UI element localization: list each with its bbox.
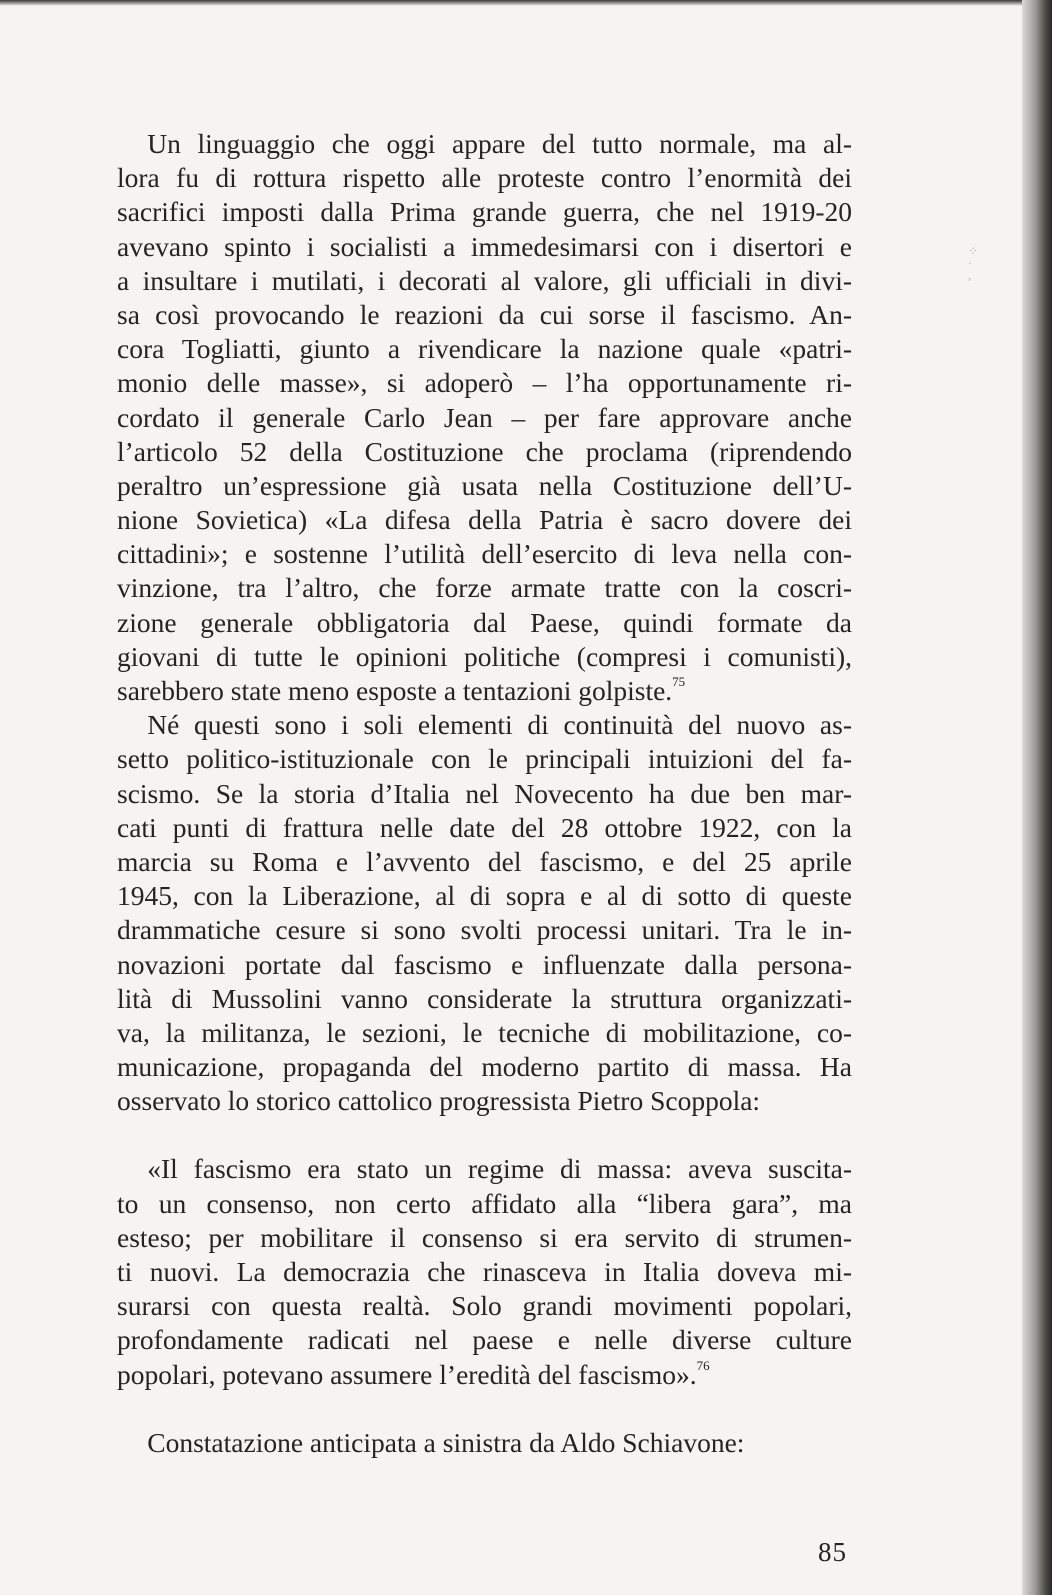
text-line: cittadini»; e sostenne l’utilità dell’esercito di leva nella con- (117, 538, 852, 570)
text-line: lora fu di rottura rispetto alle proteste contro l’enormità dei (117, 162, 852, 194)
text-line: municazione, propaganda del moderno partito di massa. Ha (117, 1051, 852, 1083)
text-line: giovani di tutte le opinioni politiche (compresi i comunisti), (117, 640, 852, 672)
text-line: Constatazione anticipata a sinistra da Aldo Schiavone: (147, 1426, 745, 1458)
text-line: cordato il generale Carlo Jean – per fare approvare anche (117, 401, 852, 433)
text-line: scismo. Se la storia d’Italia nel Novecento ha due ben mar- (117, 777, 852, 809)
text-line: sarebbero state meno esposte a tentazioni golpiste. (117, 675, 673, 706)
text-line: «Il fascismo era stato un regime di massa: aveva suscita- (147, 1153, 852, 1185)
scan-smudge: ⁘ · , (968, 244, 979, 282)
paragraph-4 (117, 1426, 852, 1460)
text-line: cati punti di frattura nelle date del 28 ottobre 1922, con la (117, 811, 852, 843)
text-line: marcia su Roma e l’avvento del fascismo, e del 25 aprile (117, 845, 852, 877)
quotation-block (117, 1152, 852, 1391)
paragraph-2 (117, 708, 852, 1118)
text-line: ti nuovi. La democrazia che rinasceva in Italia doveva mi- (117, 1256, 852, 1287)
text-line-with-footnote (117, 674, 852, 708)
text-line: sa così provocando le reazioni da cui sorse il fascismo. An- (117, 298, 852, 330)
text-line: drammatiche cesure si sono svolti processi unitari. Tra le in- (117, 914, 852, 946)
text-line: va, la militanza, le sezioni, le tecniche di mobilitazione, co- (117, 1016, 852, 1048)
text-line: peraltro un’espressione già usata nella Costituzione dell’U- (117, 469, 852, 501)
text-line: nione Sovietica) «La difesa della Patria è sacro dovere dei (117, 504, 852, 536)
text-line: Né questi sono i soli elementi di continuità del nuovo as- (147, 709, 852, 741)
footnote-marker: 76 (696, 1357, 710, 1373)
text-line: cora Togliatti, giunto a rivendicare la nazione quale «patri- (117, 333, 852, 365)
text-line: zione generale obbligatoria dal Paese, quindi formate da (117, 606, 852, 638)
text-line: Un linguaggio che oggi appare del tutto normale, ma al- (147, 128, 852, 159)
text-line: sacrifici imposti dalla Prima grande guerra, che nel 1919-20 (117, 196, 852, 228)
text-line: setto politico-istituzionale con le principali intuizioni del fa- (117, 743, 852, 775)
text-line: 1945, con la Liberazione, al di sopra e al di sotto di queste (117, 880, 852, 912)
text-line: l’articolo 52 della Costituzione che proclama (riprendendo (117, 435, 852, 467)
body-text (117, 127, 852, 1460)
text-line: monio delle masse», si adoperò – l’ha opportunamente ri- (117, 367, 852, 399)
text-line: vinzione, tra l’altro, che forze armate tratte con la coscri- (117, 572, 852, 604)
text-line-with-footnote (117, 1358, 852, 1392)
text-line: avevano spinto i socialisti a immedesimarsi con i disertori e (117, 230, 852, 262)
text-line: popolari, potevano assumere l’eredità del fascismo». (117, 1358, 697, 1390)
text-line: surarsi con questa realtà. Solo grandi movimenti popolari, (117, 1290, 852, 1322)
text-line: lità di Mussolini vanno considerate la struttura organizzati- (117, 982, 852, 1014)
text-line: esteso; per mobilitare il consenso si era servito di strumen- (117, 1221, 852, 1253)
text-line: a insultare i mutilati, i decorati al valore, gli ufficiali in divi- (117, 264, 852, 296)
text-line: osservato lo storico cattolico progressista Pietro Scoppola: (117, 1085, 761, 1117)
page-number: 85 (818, 1537, 847, 1567)
paragraph-1 (117, 127, 852, 708)
footnote-marker: 75 (672, 674, 686, 689)
book-spine-edge (1022, 0, 1052, 1595)
scan-top-shadow (0, 0, 1052, 6)
text-line: profondamente radicati nel paese e nelle diverse culture (117, 1324, 852, 1356)
text-line: to un consenso, non certo affidato alla “libera gara”, ma (117, 1187, 852, 1219)
text-line: novazioni portate dal fascismo e influenzate dalla persona- (117, 948, 852, 980)
